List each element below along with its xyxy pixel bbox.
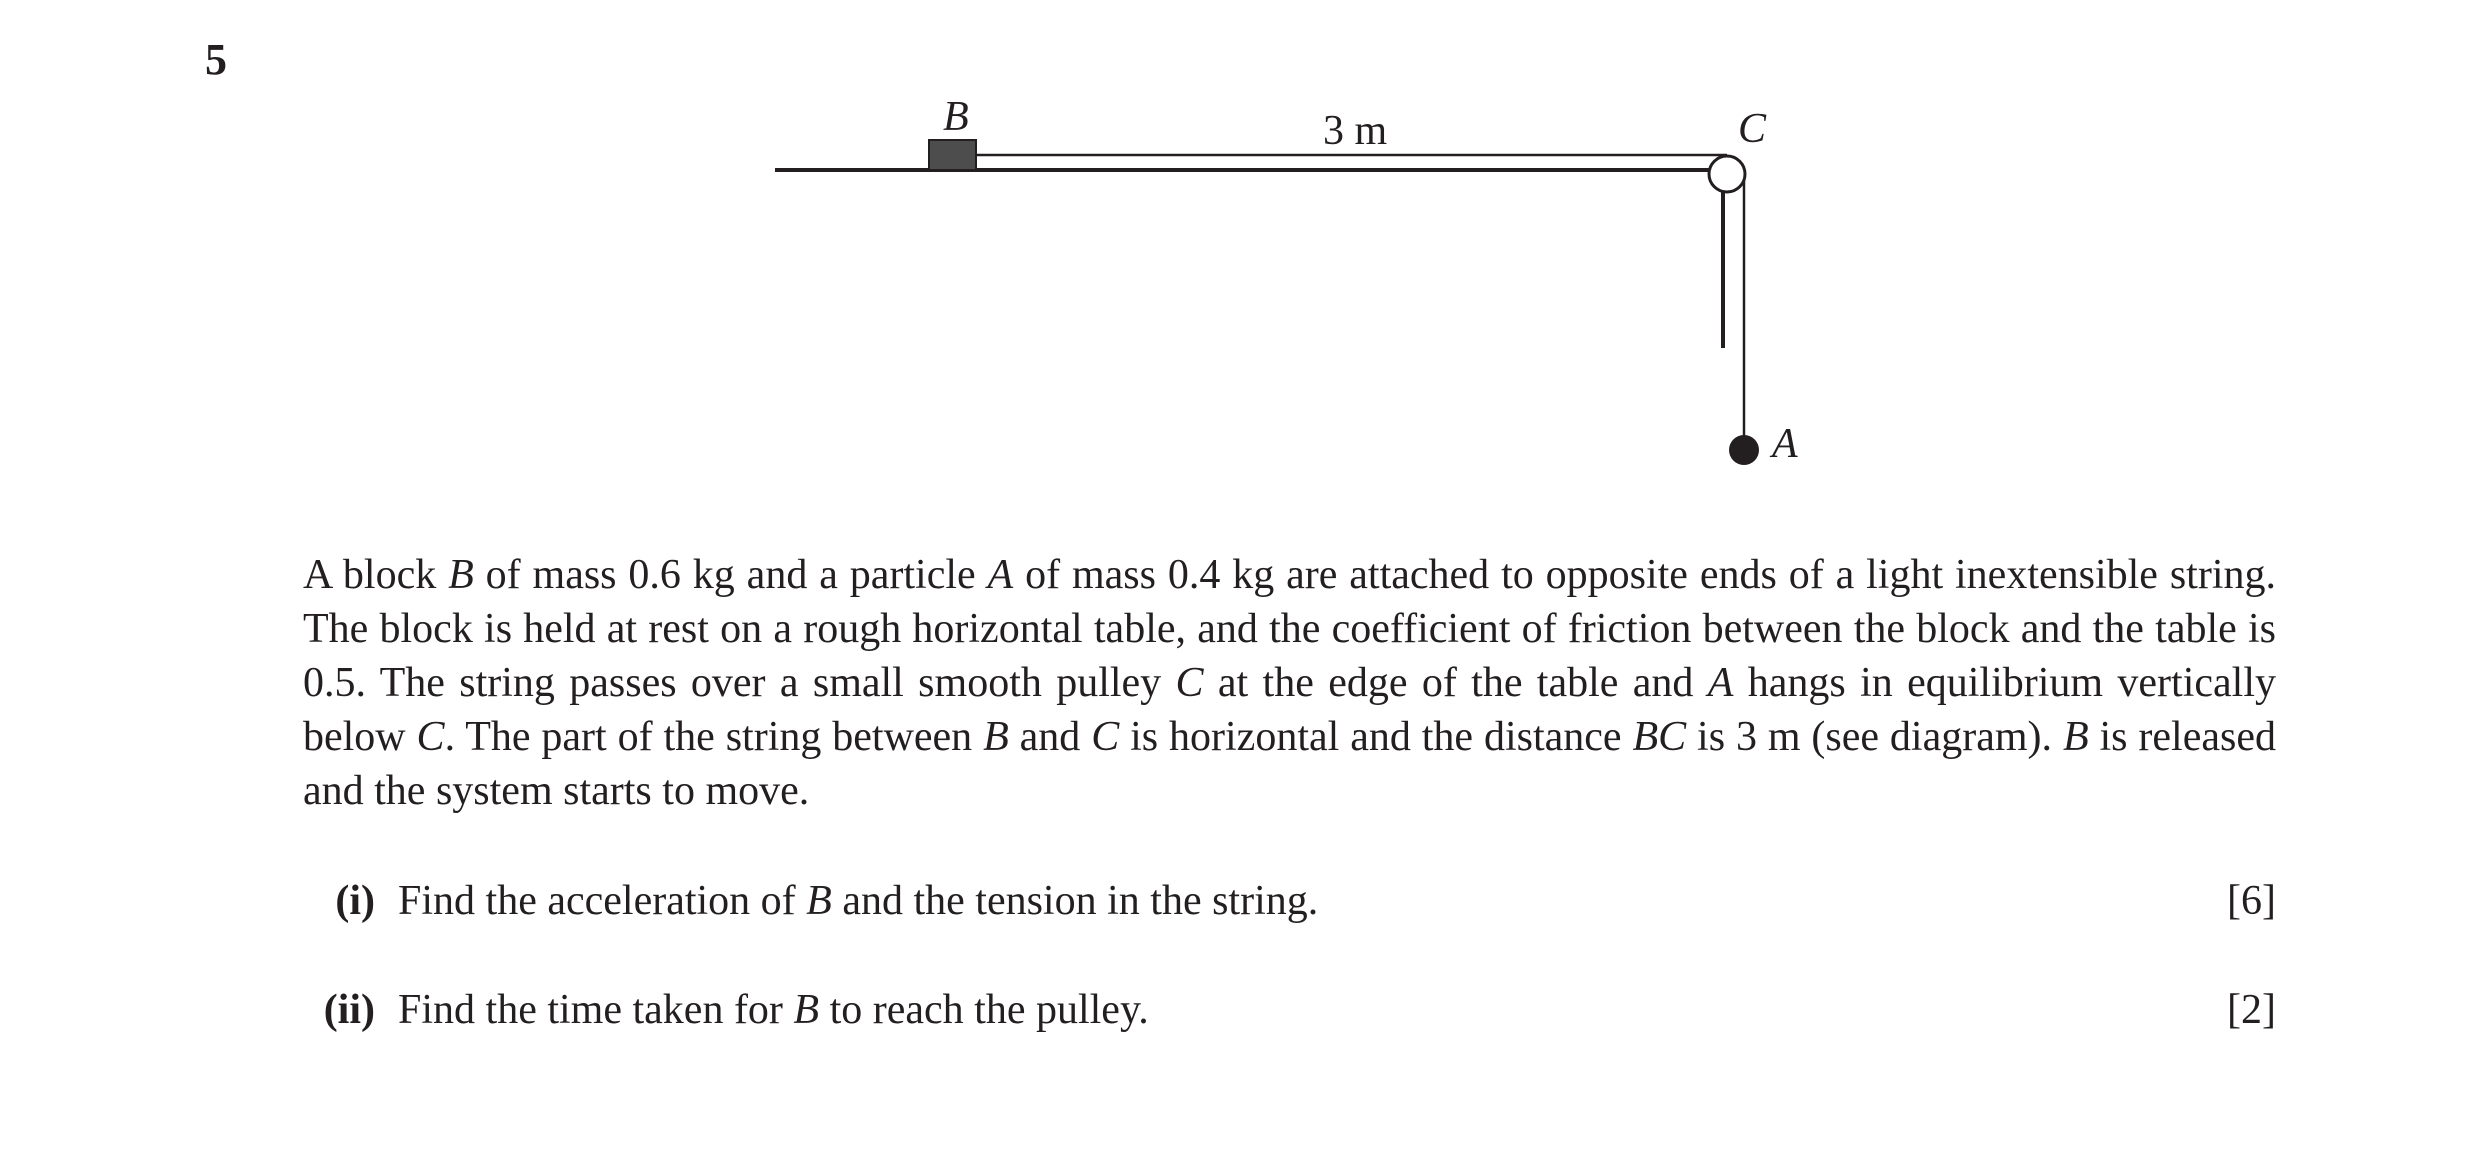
label-c: C [1738,106,1767,152]
part-i-label: (i) [335,878,375,924]
question-stem: A block B of mass 0.6 kg and a particle A of mass 0.4 kg are attached to opposite ends of a light inextensible string. The block is held at rest on a rough horizontal table, and the coefficient of friction between the block and the table is 0.5. The string passes over a small smooth pulley C at the edge of the table and A hangs in equilibrium vertically below C. The part of the string between B and C is horizontal and the distance BC is 3 m (see diagram). B is released and the system starts to move. [303,552,2277,814]
label-b: B [943,94,969,140]
part-i-marks: [6] [2227,878,2276,924]
part-i-text: Find the acceleration of B and the tension in the string. [398,878,1319,924]
part-ii-label: (ii) [323,987,375,1033]
part-ii-text: Find the time taken for B to reach the pulley. [398,987,1149,1033]
part-ii-marks: [2] [2227,987,2276,1033]
particle-a [1729,435,1759,465]
block-b [929,140,976,170]
label-a: A [1772,421,1798,467]
pulley-c [1709,156,1745,192]
label-distance: 3 m [1323,108,1388,154]
pulley-diagram [0,0,2481,520]
question-number: 5 [205,35,227,84]
